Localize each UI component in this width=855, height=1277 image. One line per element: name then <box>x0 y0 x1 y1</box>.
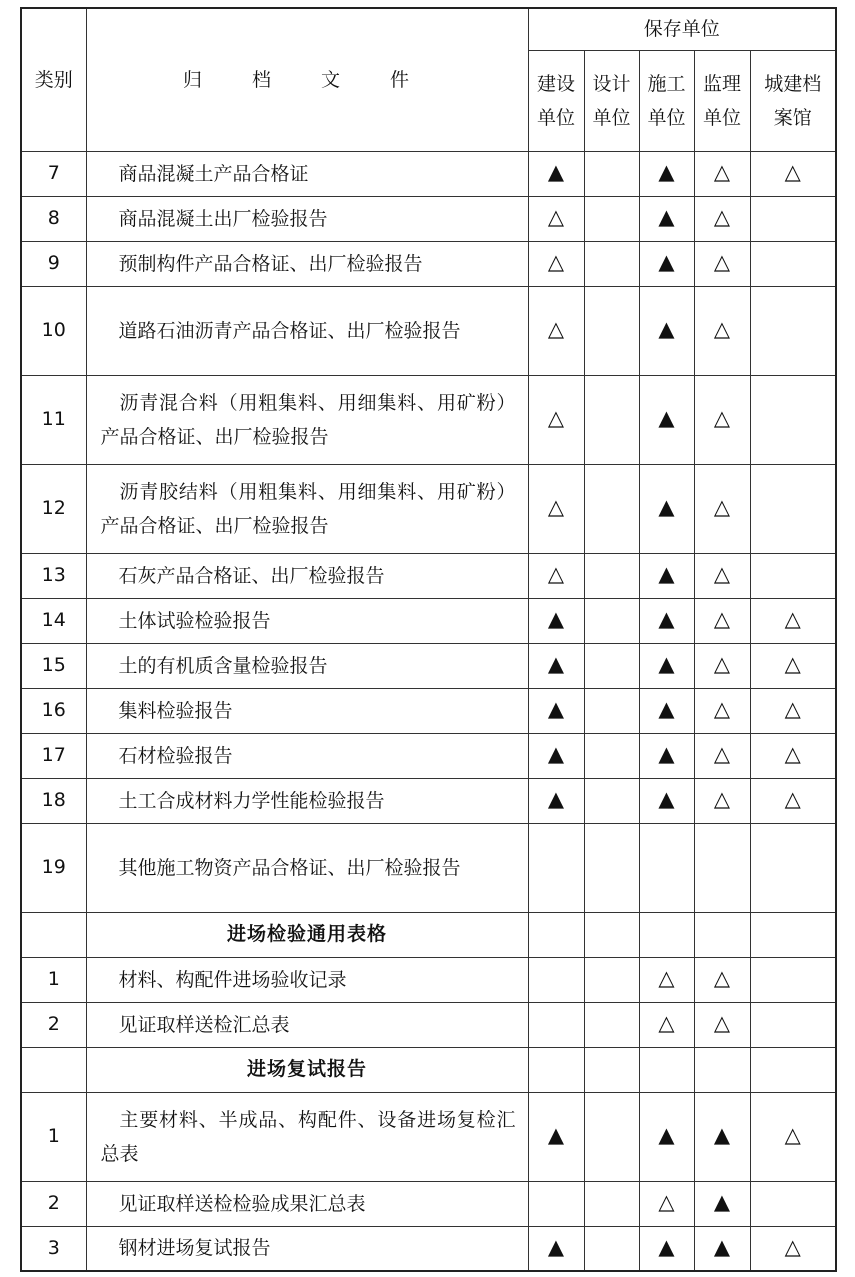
section-title: 进场检验通用表格 <box>86 912 528 957</box>
storage-cell <box>694 733 750 778</box>
row-number: 12 <box>21 464 86 553</box>
storage-cell <box>694 1226 750 1271</box>
storage-cell <box>584 553 639 598</box>
document-text: 钢材进场复试报告 <box>118 1237 271 1260</box>
row-number <box>21 1047 86 1092</box>
open-triangle-icon: △ <box>713 652 731 676</box>
storage-cell <box>528 957 584 1002</box>
storage-cell <box>584 1047 639 1092</box>
document-name <box>86 957 528 1002</box>
row-number: 7 <box>21 151 86 196</box>
row-number <box>21 912 86 957</box>
storage-cell <box>750 957 836 1002</box>
storage-cell <box>584 912 639 957</box>
open-triangle-icon: △ <box>547 562 565 586</box>
storage-cell <box>750 464 836 553</box>
document-text: 道路石油沥青产品合格证、出厂检验报告 <box>118 319 461 342</box>
storage-cell <box>694 196 750 241</box>
open-triangle-icon: △ <box>784 787 801 811</box>
storage-cell <box>584 688 639 733</box>
document-text: 商品混凝土出厂检验报告 <box>118 207 328 230</box>
storage-cell <box>750 823 836 912</box>
storage-cell <box>584 151 639 196</box>
storage-cell <box>639 286 694 375</box>
filled-triangle-icon: ▲ <box>658 787 675 811</box>
storage-cell <box>694 375 750 464</box>
open-triangle-icon: △ <box>784 1123 801 1147</box>
filled-triangle-icon: ▲ <box>658 317 675 341</box>
storage-cell <box>694 778 750 823</box>
document-text: 土体试验检验报告 <box>118 609 271 632</box>
storage-cell <box>584 957 639 1002</box>
document-text: 沥青混合料（用粗集料、用细集料、用矿粉）产品合格证、出厂检验报告 <box>100 391 516 448</box>
document-name <box>86 151 528 196</box>
storage-cell <box>639 1226 694 1271</box>
open-triangle-icon: △ <box>547 250 565 274</box>
table-row <box>21 464 836 553</box>
row-number: 13 <box>21 553 86 598</box>
section-row <box>21 1047 836 1092</box>
table-row <box>21 553 836 598</box>
filled-triangle-icon: ▲ <box>547 160 565 184</box>
table-row <box>21 1181 836 1226</box>
row-number: 17 <box>21 733 86 778</box>
document-name <box>86 1002 528 1047</box>
filled-triangle-icon: ▲ <box>658 697 675 721</box>
storage-cell <box>639 957 694 1002</box>
storage-cell <box>528 1092 584 1181</box>
document-text: 沥青胶结料（用粗集料、用细集料、用矿粉）产品合格证、出厂检验报告 <box>100 480 516 537</box>
storage-cell <box>528 1002 584 1047</box>
storage-cell <box>639 912 694 957</box>
row-number: 11 <box>21 375 86 464</box>
open-triangle-icon: △ <box>658 1190 675 1214</box>
storage-cell <box>750 688 836 733</box>
storage-cell <box>639 733 694 778</box>
filled-triangle-icon: ▲ <box>658 406 675 430</box>
unit-header-line: 设计 <box>592 72 631 95</box>
storage-cell <box>750 375 836 464</box>
document-text: 主要材料、半成品、构配件、设备进场复检汇总表 <box>100 1108 516 1165</box>
storage-cell <box>694 464 750 553</box>
storage-cell <box>528 733 584 778</box>
document-name <box>86 553 528 598</box>
document-name <box>86 733 528 778</box>
table-row <box>21 688 836 733</box>
table-row <box>21 957 836 1002</box>
open-triangle-icon: △ <box>713 250 731 274</box>
storage-cell <box>750 151 836 196</box>
storage-cell <box>528 196 584 241</box>
unit-header-line: 案馆 <box>773 106 812 129</box>
storage-cell <box>528 643 584 688</box>
filled-triangle-icon: ▲ <box>658 742 675 766</box>
unit-header-line: 监理 <box>702 72 741 95</box>
document-name <box>86 241 528 286</box>
row-number: 9 <box>21 241 86 286</box>
storage-cell <box>639 375 694 464</box>
unit-header-supervision <box>694 50 750 151</box>
document-name <box>86 375 528 464</box>
table-row <box>21 1092 836 1181</box>
open-triangle-icon: △ <box>713 160 731 184</box>
storage-cell <box>750 778 836 823</box>
storage-cell <box>694 1002 750 1047</box>
storage-cell <box>750 1226 836 1271</box>
storage-cell <box>750 1092 836 1181</box>
table-row <box>21 643 836 688</box>
row-number: 14 <box>21 598 86 643</box>
document-text: 土的有机质含量检验报告 <box>118 654 328 677</box>
storage-cell <box>528 553 584 598</box>
storage-cell <box>750 643 836 688</box>
unit-header-line: 施工 <box>647 72 686 95</box>
row-number: 8 <box>21 196 86 241</box>
storage-cell <box>528 778 584 823</box>
open-triangle-icon: △ <box>713 607 731 631</box>
document-text: 见证取样送检汇总表 <box>118 1013 290 1036</box>
document-name <box>86 1226 528 1271</box>
open-triangle-icon: △ <box>713 742 731 766</box>
table-row <box>21 1226 836 1271</box>
storage-cell <box>639 778 694 823</box>
storage-cell <box>750 196 836 241</box>
open-triangle-icon: △ <box>713 406 731 430</box>
storage-cell <box>694 1092 750 1181</box>
document-text: 材料、构配件进场验收记录 <box>118 968 347 991</box>
open-triangle-icon: △ <box>713 787 731 811</box>
storage-units-header: 保存单位 <box>528 8 836 50</box>
document-text: 商品混凝土产品合格证 <box>118 162 309 185</box>
storage-cell <box>639 598 694 643</box>
storage-cell <box>694 688 750 733</box>
table-row <box>21 733 836 778</box>
open-triangle-icon: △ <box>784 1234 801 1259</box>
storage-cell <box>639 241 694 286</box>
document-name <box>86 1092 528 1181</box>
table-row <box>21 598 836 643</box>
storage-cell <box>694 957 750 1002</box>
row-number: 1 <box>21 1092 86 1181</box>
filled-triangle-icon: ▲ <box>713 1234 731 1259</box>
storage-cell <box>639 688 694 733</box>
row-number: 2 <box>21 1002 86 1047</box>
filled-triangle-icon: ▲ <box>658 1234 675 1259</box>
table-row <box>21 151 836 196</box>
open-triangle-icon: △ <box>713 205 731 229</box>
document-name <box>86 1181 528 1226</box>
document-text: 其他施工物资产品合格证、出厂检验报告 <box>118 856 461 879</box>
unit-header-contractor <box>639 50 694 151</box>
row-number: 15 <box>21 643 86 688</box>
document-name <box>86 196 528 241</box>
table-row <box>21 1002 836 1047</box>
document-name <box>86 778 528 823</box>
storage-cell <box>750 1002 836 1047</box>
unit-header-line: 城建档 <box>764 72 822 95</box>
row-number: 2 <box>21 1181 86 1226</box>
document-text: 石灰产品合格证、出厂检验报告 <box>118 564 385 587</box>
filled-triangle-icon: ▲ <box>547 742 565 766</box>
archive-storage-table <box>20 7 837 1272</box>
filled-triangle-icon: ▲ <box>713 1190 731 1214</box>
storage-cell <box>694 598 750 643</box>
storage-cell <box>639 464 694 553</box>
storage-cell <box>639 1181 694 1226</box>
open-triangle-icon: △ <box>784 652 801 676</box>
unit-header-line: 单位 <box>702 106 741 129</box>
open-triangle-icon: △ <box>784 697 801 721</box>
storage-cell <box>584 778 639 823</box>
filled-triangle-icon: ▲ <box>713 1123 731 1147</box>
document-name <box>86 464 528 553</box>
open-triangle-icon: △ <box>713 562 731 586</box>
unit-header-urban-archives <box>750 50 836 151</box>
storage-cell <box>528 375 584 464</box>
storage-cell <box>584 1092 639 1181</box>
open-triangle-icon: △ <box>658 1011 675 1035</box>
table-body <box>21 151 836 1271</box>
storage-cell <box>584 1002 639 1047</box>
storage-cell <box>750 1181 836 1226</box>
filled-triangle-icon: ▲ <box>547 697 565 721</box>
table-row <box>21 375 836 464</box>
table-row <box>21 286 836 375</box>
document-name <box>86 823 528 912</box>
row-number: 19 <box>21 823 86 912</box>
storage-cell <box>694 643 750 688</box>
category-header: 类别 <box>21 8 86 151</box>
storage-cell <box>528 151 584 196</box>
unit-header-line: 单位 <box>592 106 631 129</box>
unit-header-line: 建设 <box>536 72 575 95</box>
storage-cell <box>694 1181 750 1226</box>
document-text: 土工合成材料力学性能检验报告 <box>118 789 385 812</box>
table-row <box>21 778 836 823</box>
open-triangle-icon: △ <box>713 1011 731 1035</box>
storage-cell <box>584 598 639 643</box>
storage-cell <box>639 1047 694 1092</box>
open-triangle-icon: △ <box>784 742 801 766</box>
filled-triangle-icon: ▲ <box>658 652 675 676</box>
storage-cell <box>750 1047 836 1092</box>
storage-cell <box>639 151 694 196</box>
storage-cell <box>528 241 584 286</box>
storage-cell <box>694 286 750 375</box>
storage-cell <box>584 643 639 688</box>
open-triangle-icon: △ <box>547 495 565 519</box>
table-row <box>21 241 836 286</box>
document-text: 集料检验报告 <box>118 699 233 722</box>
storage-cell <box>694 1047 750 1092</box>
unit-header-line: 单位 <box>536 106 575 129</box>
storage-cell <box>584 823 639 912</box>
document-name <box>86 286 528 375</box>
document-name <box>86 643 528 688</box>
storage-cell <box>584 733 639 778</box>
section-row <box>21 912 836 957</box>
storage-cell <box>639 643 694 688</box>
open-triangle-icon: △ <box>784 160 801 184</box>
storage-cell <box>528 286 584 375</box>
storage-cell <box>694 823 750 912</box>
filled-triangle-icon: ▲ <box>658 250 675 274</box>
storage-cell <box>750 912 836 957</box>
filled-triangle-icon: ▲ <box>658 562 675 586</box>
storage-cell <box>584 241 639 286</box>
open-triangle-icon: △ <box>784 607 801 631</box>
open-triangle-icon: △ <box>713 317 731 341</box>
row-number: 18 <box>21 778 86 823</box>
storage-cell <box>584 1181 639 1226</box>
document-text: 预制构件产品合格证、出厂检验报告 <box>118 252 423 275</box>
row-number: 10 <box>21 286 86 375</box>
storage-cell <box>528 688 584 733</box>
open-triangle-icon: △ <box>547 205 565 229</box>
storage-cell <box>750 286 836 375</box>
filled-triangle-icon: ▲ <box>658 1123 675 1147</box>
filled-triangle-icon: ▲ <box>547 1234 565 1259</box>
filled-triangle-icon: ▲ <box>547 607 565 631</box>
storage-cell <box>584 464 639 553</box>
filled-triangle-icon: ▲ <box>658 607 675 631</box>
storage-cell <box>584 1226 639 1271</box>
storage-cell <box>639 1092 694 1181</box>
storage-cell <box>584 375 639 464</box>
storage-cell <box>750 598 836 643</box>
table-row <box>21 823 836 912</box>
storage-cell <box>528 464 584 553</box>
storage-cell <box>750 241 836 286</box>
document-text: 石材检验报告 <box>118 744 233 767</box>
filled-triangle-icon: ▲ <box>658 205 675 229</box>
filled-triangle-icon: ▲ <box>658 495 675 519</box>
open-triangle-icon: △ <box>713 495 731 519</box>
filled-triangle-icon: ▲ <box>547 787 565 811</box>
filled-triangle-icon: ▲ <box>547 652 565 676</box>
unit-header-design <box>584 50 639 151</box>
storage-cell <box>528 823 584 912</box>
document-name <box>86 688 528 733</box>
storage-cell <box>639 823 694 912</box>
filled-triangle-icon: ▲ <box>658 160 675 184</box>
document-header: 归 档 文 件 <box>86 8 528 151</box>
storage-cell <box>584 196 639 241</box>
storage-cell <box>694 912 750 957</box>
storage-cell <box>639 196 694 241</box>
document-name <box>86 598 528 643</box>
storage-cell <box>528 1226 584 1271</box>
unit-header-construction <box>528 50 584 151</box>
storage-cell <box>528 1047 584 1092</box>
storage-cell <box>639 1002 694 1047</box>
section-title: 进场复试报告 <box>86 1047 528 1092</box>
open-triangle-icon: △ <box>713 966 731 990</box>
open-triangle-icon: △ <box>713 697 731 721</box>
row-number: 1 <box>21 957 86 1002</box>
filled-triangle-icon: ▲ <box>547 1123 565 1147</box>
storage-cell <box>750 553 836 598</box>
row-number: 16 <box>21 688 86 733</box>
storage-cell <box>639 553 694 598</box>
header-row-top <box>21 8 836 50</box>
row-number: 3 <box>21 1226 86 1271</box>
storage-cell <box>694 151 750 196</box>
storage-cell <box>750 733 836 778</box>
document-text: 见证取样送检检验成果汇总表 <box>118 1192 366 1215</box>
table-row <box>21 196 836 241</box>
storage-cell <box>528 912 584 957</box>
storage-cell <box>694 553 750 598</box>
storage-cell <box>528 1181 584 1226</box>
open-triangle-icon: △ <box>547 317 565 341</box>
open-triangle-icon: △ <box>658 966 675 990</box>
unit-header-line: 单位 <box>647 106 686 129</box>
storage-cell <box>528 598 584 643</box>
storage-cell <box>584 286 639 375</box>
open-triangle-icon: △ <box>547 406 565 430</box>
storage-cell <box>694 241 750 286</box>
